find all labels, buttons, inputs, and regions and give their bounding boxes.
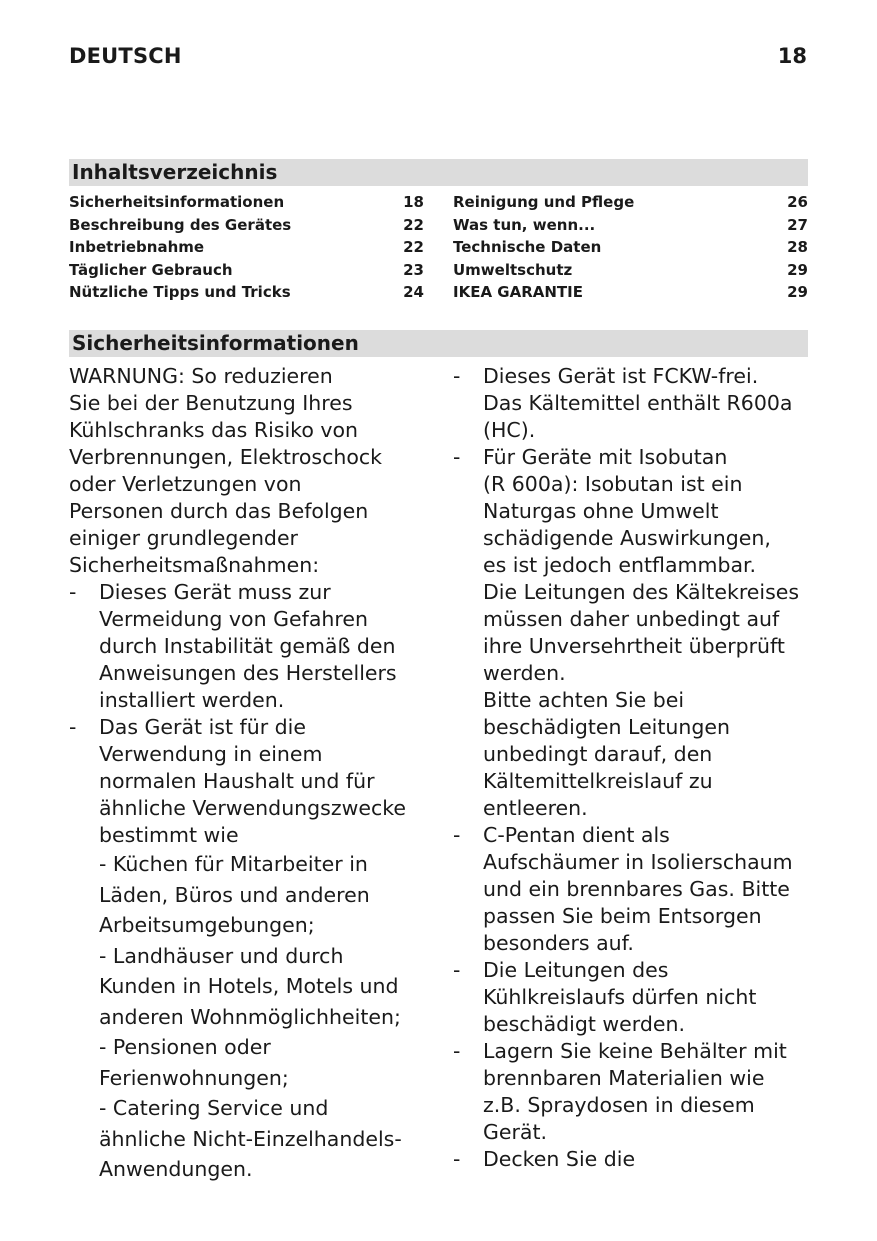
list-dash: - [453, 1147, 461, 1171]
text-line: Verwendung in einem [99, 742, 323, 766]
text-line: - Pensionen oder [99, 1035, 271, 1059]
list-item-text [483, 822, 813, 957]
toc-entry-label: Inbetriebnahme [69, 238, 205, 256]
text-line: Sicherheitsmaßnahmen: [69, 553, 320, 577]
toc-entry [69, 281, 424, 304]
text-line: - Küchen für Mitarbeiter in [99, 852, 368, 876]
text-line: Dieses Gerät muss zur [99, 580, 331, 604]
sub-list [99, 849, 429, 1185]
text-line: anderen Wohnmöglichheiten; [99, 1004, 401, 1029]
toc-entry-label: Reinigung und Pflege [453, 193, 635, 211]
toc-entry [453, 281, 808, 304]
list-dash: - [453, 364, 461, 388]
list-item [453, 444, 813, 822]
text-line: passen Sie beim Entsorgen [483, 904, 762, 928]
text-line: normalen Haushalt und für [99, 769, 375, 793]
list-item [453, 957, 813, 1038]
text-line: es ist jedoch entflammbar. [483, 553, 757, 577]
text-line: entleeren. [483, 796, 588, 820]
toc-entry [69, 259, 424, 282]
toc-entry-page: 28 [787, 238, 808, 256]
toc-entry-page: 29 [787, 260, 808, 279]
text-line: Vermeidung von Gefahren [99, 607, 368, 631]
toc-entry-page: 27 [787, 215, 808, 234]
warning-paragraph [69, 363, 429, 579]
toc-entry [453, 236, 808, 259]
toc-entry [453, 259, 808, 282]
text-line: ähnliche Verwendungszwecke [99, 796, 407, 820]
text-line: Verbrennungen, Elektroschock [69, 445, 383, 469]
list-item [69, 579, 429, 714]
text-line: ähnliche Nicht-Einzelhandels- [99, 1126, 402, 1151]
text-line: Lagern Sie keine Behälter mit [483, 1039, 787, 1063]
text-line: schädigende Auswirkungen, [483, 526, 771, 550]
toc-entry [453, 191, 808, 214]
safety-right-column [453, 363, 813, 1173]
text-line: Für Geräte mit Isobutan [483, 445, 728, 469]
list-item [453, 822, 813, 957]
toc-entry-page: 22 [403, 238, 424, 256]
text-line: unbedingt darauf, den [483, 742, 713, 766]
toc-entry-page: 26 [787, 193, 808, 211]
toc-entry-label: Nützliche Tipps und Tricks [69, 283, 291, 301]
text-line: Ferienwohnungen; [99, 1065, 289, 1090]
toc-entry-label: Täglicher Gebrauch [69, 260, 233, 279]
toc-entry-page: 22 [403, 215, 424, 234]
list-dash: - [69, 715, 77, 739]
text-line: einiger grundlegender [69, 526, 298, 550]
text-line: und ein brennbares Gas. Bitte [483, 877, 790, 901]
text-line: Anwendungen. [99, 1157, 253, 1181]
text-line: - Catering Service und [99, 1096, 329, 1120]
text-line: Kunden in Hotels, Motels und [99, 974, 399, 998]
toc-entry-page: 23 [403, 260, 424, 279]
text-line: Bitte achten Sie bei [483, 688, 685, 712]
safety-heading: Sicherheitsinformationen [69, 330, 808, 357]
list-item-text [483, 1038, 813, 1146]
text-line: Das Gerät ist für die [99, 715, 306, 739]
text-line: Anweisungen des Herstellers [99, 661, 397, 685]
text-line: Dieses Gerät ist FCKW-frei. [483, 364, 759, 388]
toc-entry [69, 236, 424, 259]
text-line: (HC). [483, 418, 536, 442]
text-line: Decken Sie die [483, 1147, 636, 1171]
list-dash: - [453, 445, 461, 469]
text-line: werden. [483, 661, 566, 685]
text-line: Die Leitungen des [483, 958, 669, 982]
toc-entry [69, 214, 424, 237]
text-line: Sie bei der Benutzung Ihres [69, 391, 353, 415]
text-line: Kühlkreislaufs dürfen nicht [483, 985, 757, 1009]
list-item [453, 1038, 813, 1146]
text-line: Arbeitsumgebungen; [99, 913, 315, 937]
list-dash: - [453, 958, 461, 982]
text-line: installiert werden. [99, 688, 285, 712]
text-line: (R 600a): Isobutan ist ein [483, 472, 743, 496]
list-item [69, 714, 429, 1185]
toc-entry-page: 29 [787, 283, 808, 301]
text-line: Die Leitungen des Kältekreises [483, 580, 800, 604]
toc-right-column [453, 191, 808, 304]
toc-entry [453, 214, 808, 237]
list-item-text [483, 1146, 813, 1173]
toc-entry-page: 24 [403, 283, 424, 301]
text-line: - Landhäuser und durch [99, 943, 344, 968]
page-number: 18 [777, 44, 807, 68]
header-language: DEUTSCH [69, 44, 182, 68]
list-item-text [483, 363, 813, 444]
list-item-text [99, 714, 429, 849]
list-item-text [483, 957, 813, 1038]
text-line: müssen daher unbedingt auf [483, 607, 780, 631]
text-line: bestimmt wie [99, 823, 239, 847]
text-line: Das Kältemittel enthält R600a [483, 391, 793, 415]
toc-entry-label: Beschreibung des Gerätes [69, 215, 292, 234]
toc-entry-label: Was tun, wenn... [453, 215, 596, 234]
toc-entry-page: 18 [403, 193, 424, 211]
text-line: Gerät. [483, 1120, 548, 1144]
list-item-text [99, 579, 429, 714]
toc-left-column [69, 191, 424, 304]
text-line: beschädigten Leitungen [483, 715, 731, 739]
text-line: Läden, Büros und anderen [99, 882, 370, 907]
toc-entry-label: Umweltschutz [453, 260, 573, 279]
toc-entry [69, 191, 424, 214]
toc-entry-label: Technische Daten [453, 238, 602, 256]
toc-heading: Inhaltsverzeichnis [69, 159, 808, 186]
text-line: oder Verletzungen von [69, 472, 302, 496]
list-dash: - [453, 1039, 461, 1063]
text-line: z.B. Spraydosen in diesem [483, 1093, 755, 1117]
list-item-text [483, 444, 813, 822]
text-line: beschädigt werden. [483, 1012, 685, 1036]
text-line: C-Pentan dient als [483, 823, 670, 847]
list-item [453, 363, 813, 444]
text-line: besonders auf. [483, 931, 634, 955]
list-dash: - [69, 580, 77, 604]
text-line: brennbaren Materialien wie [483, 1066, 765, 1090]
toc-entry-label: Sicherheitsinformationen [69, 193, 285, 211]
list-dash: - [453, 823, 461, 847]
text-line: durch Instabilität gemäß den [99, 634, 396, 658]
toc-entry-label: IKEA GARANTIE [453, 283, 583, 301]
text-line: Aufschäumer in Isolierschaum [483, 850, 793, 874]
text-line: Kältemittelkreislauf zu [483, 769, 713, 793]
text-line: Naturgas ohne Umwelt [483, 499, 719, 523]
text-line: ihre Unversehrtheit überprüft [483, 634, 785, 658]
text-line: WARNUNG: So reduzieren [69, 364, 333, 388]
list-item [453, 1146, 813, 1173]
text-line: Personen durch das Befolgen [69, 499, 369, 523]
safety-left-column [69, 363, 429, 1185]
text-line: Kühlschranks das Risiko von [69, 418, 359, 442]
